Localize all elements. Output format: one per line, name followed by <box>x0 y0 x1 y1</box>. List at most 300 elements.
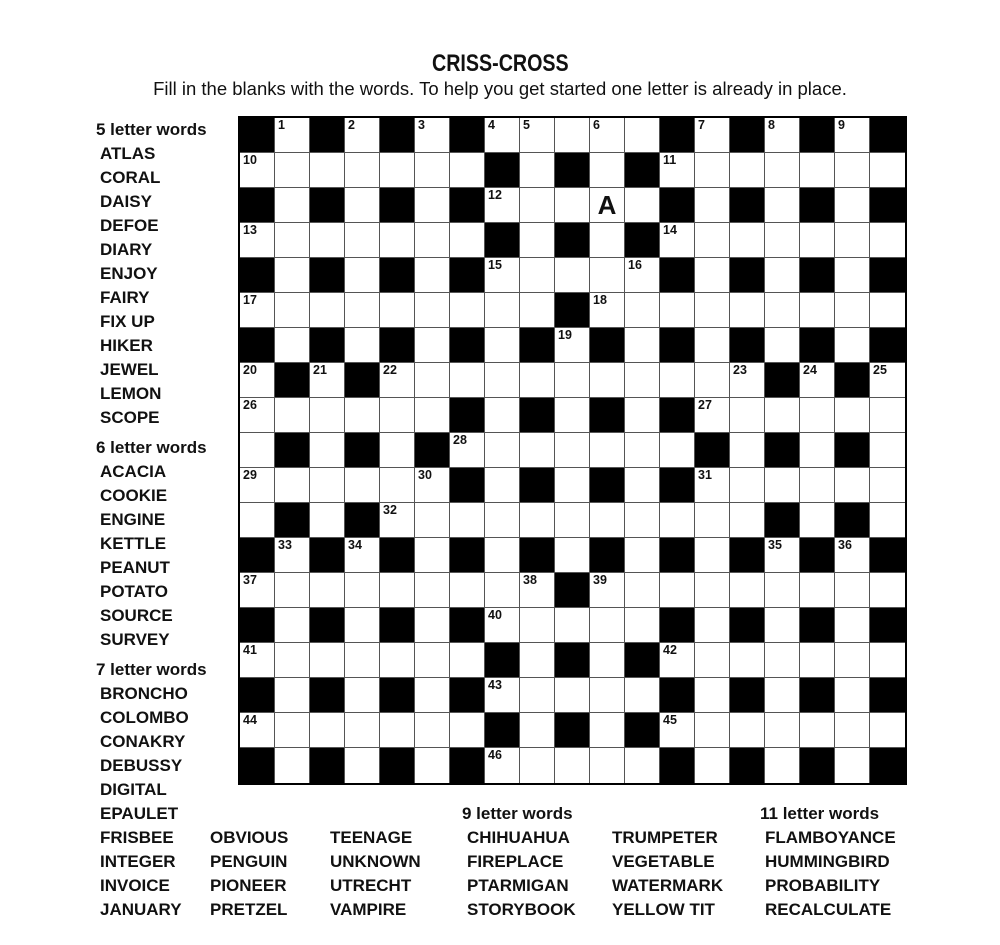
grid-cell[interactable] <box>800 643 835 678</box>
grid-block-cell <box>660 608 695 643</box>
grid-cell[interactable] <box>345 328 380 363</box>
word-item: PRETZEL <box>210 900 288 919</box>
grid-cell[interactable] <box>835 468 870 503</box>
grid-cell[interactable] <box>275 118 310 153</box>
grid-cell[interactable] <box>590 363 625 398</box>
grid-block-cell <box>835 503 870 538</box>
grid-cell[interactable] <box>555 328 590 363</box>
grid-block-cell <box>240 188 275 223</box>
grid-cell[interactable] <box>555 363 590 398</box>
grid-cell[interactable] <box>275 538 310 573</box>
grid-cell[interactable] <box>240 363 275 398</box>
grid-cell[interactable] <box>380 433 415 468</box>
grid-cell[interactable] <box>870 363 905 398</box>
word-item: COOKIE <box>100 486 168 505</box>
grid-cell[interactable] <box>275 713 310 748</box>
clue-number: 27 <box>698 398 712 412</box>
grid-cell[interactable] <box>695 153 730 188</box>
grid-cell[interactable] <box>415 328 450 363</box>
grid-cell[interactable] <box>870 643 905 678</box>
grid-cell[interactable] <box>520 713 555 748</box>
grid-cell[interactable] <box>625 363 660 398</box>
grid-cell[interactable] <box>380 713 415 748</box>
grid-cell[interactable] <box>625 468 660 503</box>
grid-cell[interactable] <box>380 573 415 608</box>
grid-cell[interactable] <box>415 223 450 258</box>
grid-cell[interactable] <box>275 293 310 328</box>
grid-cell[interactable] <box>520 188 555 223</box>
word-item: RECALCULATE <box>765 900 892 919</box>
grid-cell[interactable] <box>345 678 380 713</box>
word-item: ATLAS <box>100 144 156 163</box>
grid-cell[interactable] <box>415 713 450 748</box>
grid-cell[interactable] <box>835 713 870 748</box>
grid-cell[interactable] <box>555 258 590 293</box>
grid-cell[interactable] <box>695 748 730 783</box>
grid-cell[interactable] <box>660 713 695 748</box>
grid-cell[interactable] <box>485 258 520 293</box>
grid-cell[interactable] <box>660 153 695 188</box>
grid-cell[interactable] <box>835 223 870 258</box>
grid-cell[interactable] <box>310 223 345 258</box>
grid-cell[interactable] <box>800 433 835 468</box>
grid-cell[interactable] <box>695 118 730 153</box>
word-item: EPAULET <box>100 804 179 823</box>
grid-cell[interactable] <box>345 748 380 783</box>
grid-block-cell <box>240 118 275 153</box>
grid-cell[interactable] <box>240 468 275 503</box>
grid-cell[interactable] <box>695 573 730 608</box>
grid-cell[interactable] <box>730 223 765 258</box>
grid-cell[interactable] <box>800 468 835 503</box>
grid-cell[interactable] <box>345 538 380 573</box>
grid-cell[interactable] <box>695 258 730 293</box>
grid-cell[interactable] <box>450 643 485 678</box>
grid-cell[interactable] <box>835 538 870 573</box>
grid-cell[interactable] <box>660 223 695 258</box>
word-item: UTRECHT <box>330 876 412 895</box>
grid-cell[interactable] <box>380 468 415 503</box>
grid-cell[interactable] <box>310 293 345 328</box>
grid-cell[interactable] <box>275 153 310 188</box>
grid-cell[interactable] <box>590 748 625 783</box>
grid-cell[interactable] <box>625 328 660 363</box>
word-item: CHIHUAHUA <box>467 828 570 847</box>
grid-cell[interactable] <box>695 223 730 258</box>
grid-cell[interactable] <box>800 153 835 188</box>
grid-cell[interactable] <box>765 293 800 328</box>
grid-cell[interactable] <box>555 188 590 223</box>
grid-cell[interactable] <box>310 398 345 433</box>
grid-cell[interactable] <box>835 678 870 713</box>
grid-cell[interactable] <box>240 503 275 538</box>
grid-block-cell <box>310 608 345 643</box>
grid-cell[interactable] <box>415 363 450 398</box>
grid-cell[interactable] <box>485 398 520 433</box>
grid-cell[interactable] <box>345 258 380 293</box>
grid-cell[interactable] <box>275 608 310 643</box>
grid-block-cell <box>730 678 765 713</box>
grid-cell[interactable] <box>730 468 765 503</box>
grid-cell[interactable] <box>765 573 800 608</box>
grid-cell[interactable] <box>625 678 660 713</box>
grid-cell[interactable] <box>695 538 730 573</box>
grid-cell[interactable] <box>310 153 345 188</box>
grid-cell[interactable] <box>695 713 730 748</box>
grid-cell[interactable] <box>275 748 310 783</box>
grid-cell[interactable] <box>310 433 345 468</box>
grid-cell[interactable] <box>520 118 555 153</box>
grid-cell[interactable] <box>870 713 905 748</box>
grid-cell[interactable] <box>660 573 695 608</box>
grid-block-cell <box>310 678 345 713</box>
word-item: INVOICE <box>100 876 170 895</box>
grid-cell[interactable] <box>485 573 520 608</box>
grid-cell[interactable] <box>835 293 870 328</box>
grid-cell[interactable] <box>765 678 800 713</box>
grid-cell[interactable] <box>275 678 310 713</box>
grid-cell[interactable] <box>625 293 660 328</box>
grid-cell[interactable] <box>730 153 765 188</box>
word-item: PTARMIGAN <box>467 876 569 895</box>
grid-cell[interactable] <box>870 293 905 328</box>
grid-cell[interactable] <box>520 503 555 538</box>
grid-cell[interactable] <box>380 293 415 328</box>
grid-cell[interactable] <box>800 573 835 608</box>
grid-cell[interactable] <box>485 538 520 573</box>
grid-cell[interactable] <box>555 503 590 538</box>
grid-block-cell <box>660 678 695 713</box>
grid-cell[interactable] <box>485 503 520 538</box>
grid-cell[interactable] <box>555 468 590 503</box>
grid-cell[interactable] <box>835 188 870 223</box>
grid-cell[interactable] <box>695 503 730 538</box>
grid-cell[interactable] <box>695 398 730 433</box>
grid-cell[interactable] <box>870 433 905 468</box>
grid-cell[interactable] <box>765 153 800 188</box>
grid-cell[interactable] <box>800 293 835 328</box>
grid-cell[interactable] <box>555 678 590 713</box>
grid-cell[interactable] <box>275 398 310 433</box>
grid-cell[interactable] <box>800 223 835 258</box>
grid-cell[interactable] <box>310 573 345 608</box>
grid-cell[interactable] <box>485 363 520 398</box>
grid-cell[interactable] <box>835 153 870 188</box>
grid-cell[interactable] <box>450 433 485 468</box>
grid-cell[interactable] <box>415 748 450 783</box>
grid-cell[interactable] <box>345 293 380 328</box>
grid-cell[interactable] <box>415 503 450 538</box>
grid-cell[interactable] <box>520 678 555 713</box>
grid-cell[interactable] <box>695 643 730 678</box>
grid-cell[interactable] <box>415 153 450 188</box>
grid-cell[interactable] <box>450 153 485 188</box>
grid-cell[interactable] <box>415 258 450 293</box>
grid-cell[interactable] <box>660 293 695 328</box>
grid-cell[interactable] <box>345 223 380 258</box>
grid-cell[interactable] <box>590 188 625 223</box>
grid-cell[interactable] <box>765 468 800 503</box>
grid-cell[interactable] <box>835 398 870 433</box>
grid-cell[interactable] <box>835 573 870 608</box>
grid-cell[interactable] <box>590 118 625 153</box>
grid-cell[interactable] <box>835 118 870 153</box>
grid-cell[interactable] <box>555 118 590 153</box>
grid-cell[interactable] <box>485 118 520 153</box>
grid-cell[interactable] <box>590 223 625 258</box>
grid-cell[interactable] <box>730 503 765 538</box>
grid-cell[interactable] <box>695 678 730 713</box>
grid-cell[interactable] <box>240 153 275 188</box>
grid-cell[interactable] <box>835 258 870 293</box>
grid-cell[interactable] <box>765 713 800 748</box>
grid-cell[interactable] <box>730 433 765 468</box>
grid-cell[interactable] <box>450 363 485 398</box>
grid-cell[interactable] <box>765 538 800 573</box>
grid-cell[interactable] <box>380 503 415 538</box>
grid-cell[interactable] <box>275 258 310 293</box>
word-item: PENGUIN <box>210 852 288 871</box>
grid-cell[interactable] <box>870 223 905 258</box>
grid-cell[interactable] <box>275 223 310 258</box>
grid-cell[interactable] <box>485 328 520 363</box>
grid-cell[interactable] <box>625 503 660 538</box>
grid-cell[interactable] <box>695 328 730 363</box>
grid-cell[interactable] <box>730 573 765 608</box>
grid-cell[interactable] <box>800 398 835 433</box>
grid-cell[interactable] <box>345 398 380 433</box>
grid-cell[interactable] <box>415 643 450 678</box>
grid-cell[interactable] <box>695 468 730 503</box>
grid-cell[interactable] <box>590 573 625 608</box>
clue-number: 17 <box>243 293 257 307</box>
grid-cell[interactable] <box>625 398 660 433</box>
grid-cell[interactable] <box>415 188 450 223</box>
grid-cell[interactable] <box>555 748 590 783</box>
grid-cell[interactable] <box>240 223 275 258</box>
grid-cell[interactable] <box>380 223 415 258</box>
grid-cell[interactable] <box>415 293 450 328</box>
grid-cell[interactable] <box>520 258 555 293</box>
grid-cell[interactable] <box>345 573 380 608</box>
grid-cell[interactable] <box>275 573 310 608</box>
word-item: DAISY <box>100 192 152 211</box>
grid-cell[interactable] <box>345 713 380 748</box>
grid-cell[interactable] <box>625 538 660 573</box>
clue-number: 15 <box>488 258 502 272</box>
grid-cell[interactable] <box>485 293 520 328</box>
grid-cell[interactable] <box>415 678 450 713</box>
grid-cell[interactable] <box>625 258 660 293</box>
grid-cell[interactable] <box>765 398 800 433</box>
grid-block-cell <box>380 538 415 573</box>
grid-cell[interactable] <box>625 573 660 608</box>
grid-block-cell <box>275 503 310 538</box>
clue-number: 39 <box>593 573 607 587</box>
grid-cell[interactable] <box>450 573 485 608</box>
clue-number: 44 <box>243 713 257 727</box>
grid-cell[interactable] <box>345 468 380 503</box>
grid-cell[interactable] <box>660 643 695 678</box>
grid-cell[interactable] <box>520 643 555 678</box>
grid-cell[interactable] <box>380 643 415 678</box>
grid-cell[interactable] <box>380 153 415 188</box>
grid-cell[interactable] <box>450 713 485 748</box>
grid-cell[interactable] <box>870 503 905 538</box>
grid-cell[interactable] <box>450 293 485 328</box>
grid-block-cell <box>870 608 905 643</box>
grid-cell[interactable] <box>520 363 555 398</box>
grid-cell[interactable] <box>730 643 765 678</box>
grid-cell[interactable] <box>485 468 520 503</box>
grid-cell[interactable] <box>555 398 590 433</box>
grid-cell[interactable] <box>415 538 450 573</box>
grid-cell[interactable] <box>765 328 800 363</box>
grid-cell[interactable] <box>240 398 275 433</box>
grid-cell[interactable] <box>590 503 625 538</box>
grid-cell[interactable] <box>695 188 730 223</box>
grid-cell[interactable] <box>765 643 800 678</box>
grid-cell[interactable] <box>415 398 450 433</box>
grid-cell[interactable] <box>765 608 800 643</box>
grid-cell[interactable] <box>555 608 590 643</box>
grid-cell[interactable] <box>730 293 765 328</box>
grid-cell[interactable] <box>590 608 625 643</box>
grid-cell[interactable] <box>485 188 520 223</box>
grid-block-cell <box>485 643 520 678</box>
grid-cell[interactable] <box>870 153 905 188</box>
grid-cell[interactable] <box>485 608 520 643</box>
grid-cell[interactable] <box>310 503 345 538</box>
grid-cell[interactable] <box>520 748 555 783</box>
grid-cell[interactable] <box>765 223 800 258</box>
clue-number: 11 <box>663 153 677 167</box>
grid-cell[interactable] <box>730 713 765 748</box>
grid-cell[interactable] <box>765 188 800 223</box>
clue-number: 35 <box>768 538 782 552</box>
grid-block-cell <box>660 538 695 573</box>
grid-cell[interactable] <box>765 258 800 293</box>
grid-cell[interactable] <box>695 608 730 643</box>
grid-cell[interactable] <box>765 748 800 783</box>
grid-cell[interactable] <box>275 328 310 363</box>
grid-cell[interactable] <box>555 433 590 468</box>
grid-cell[interactable] <box>415 118 450 153</box>
grid-cell[interactable] <box>590 153 625 188</box>
grid-cell[interactable] <box>590 293 625 328</box>
grid-cell[interactable] <box>240 573 275 608</box>
grid-block-cell <box>800 608 835 643</box>
grid-cell[interactable] <box>310 363 345 398</box>
grid-cell[interactable] <box>345 643 380 678</box>
grid-cell[interactable] <box>275 188 310 223</box>
grid-cell[interactable] <box>625 118 660 153</box>
grid-block-cell <box>555 713 590 748</box>
grid-cell[interactable] <box>520 153 555 188</box>
grid-cell[interactable] <box>485 748 520 783</box>
grid-cell[interactable] <box>240 433 275 468</box>
grid-cell[interactable] <box>835 328 870 363</box>
grid-cell[interactable] <box>555 538 590 573</box>
grid-cell[interactable] <box>835 748 870 783</box>
grid-cell[interactable] <box>450 503 485 538</box>
grid-cell[interactable] <box>310 643 345 678</box>
word-group-heading <box>612 802 723 826</box>
grid-cell[interactable] <box>415 468 450 503</box>
grid-cell[interactable] <box>380 398 415 433</box>
grid-cell[interactable] <box>625 188 660 223</box>
grid-cell[interactable] <box>590 713 625 748</box>
grid-block-cell <box>450 258 485 293</box>
grid-cell[interactable] <box>625 433 660 468</box>
grid-cell[interactable] <box>380 363 415 398</box>
grid-cell[interactable] <box>345 118 380 153</box>
grid-cell[interactable] <box>800 363 835 398</box>
grid-cell[interactable] <box>625 608 660 643</box>
grid-cell[interactable] <box>765 118 800 153</box>
grid-cell[interactable] <box>800 503 835 538</box>
grid-cell[interactable] <box>520 433 555 468</box>
grid-cell[interactable] <box>520 573 555 608</box>
grid-cell[interactable] <box>275 643 310 678</box>
grid-cell[interactable] <box>870 468 905 503</box>
word-item: DIGITAL <box>100 780 167 799</box>
grid-cell[interactable] <box>660 363 695 398</box>
clue-number: 46 <box>488 748 502 762</box>
grid-cell[interactable] <box>520 608 555 643</box>
grid-cell[interactable] <box>345 608 380 643</box>
grid-cell[interactable] <box>485 678 520 713</box>
grid-cell[interactable] <box>415 573 450 608</box>
grid-cell[interactable] <box>520 293 555 328</box>
grid-cell[interactable] <box>695 293 730 328</box>
grid-cell[interactable] <box>660 433 695 468</box>
grid-cell[interactable] <box>485 433 520 468</box>
grid-cell[interactable] <box>730 363 765 398</box>
grid-cell[interactable] <box>310 468 345 503</box>
grid-cell[interactable] <box>835 608 870 643</box>
grid-cell[interactable] <box>835 643 870 678</box>
grid-cell[interactable] <box>240 643 275 678</box>
word-group-heading: 9 letter words <box>462 804 573 823</box>
grid-cell[interactable] <box>345 153 380 188</box>
grid-block-cell <box>415 433 450 468</box>
word-item: PEANUT <box>100 558 170 577</box>
grid-cell[interactable] <box>450 223 485 258</box>
grid-cell[interactable] <box>520 223 555 258</box>
grid-cell[interactable] <box>275 468 310 503</box>
grid-block-cell <box>450 748 485 783</box>
grid-cell[interactable] <box>870 573 905 608</box>
grid-cell[interactable] <box>310 713 345 748</box>
grid-cell[interactable] <box>730 398 765 433</box>
grid-cell[interactable] <box>240 293 275 328</box>
grid-block-cell <box>555 643 590 678</box>
grid-cell[interactable] <box>695 363 730 398</box>
grid-cell[interactable] <box>345 188 380 223</box>
grid-cell[interactable] <box>870 398 905 433</box>
grid-cell[interactable] <box>800 713 835 748</box>
grid-cell[interactable] <box>625 748 660 783</box>
grid-cell[interactable] <box>415 608 450 643</box>
grid-cell[interactable] <box>660 503 695 538</box>
grid-cell[interactable] <box>590 678 625 713</box>
grid-cell[interactable] <box>590 433 625 468</box>
grid-cell[interactable] <box>590 258 625 293</box>
grid-cell[interactable] <box>240 713 275 748</box>
word-item: ENJOY <box>100 264 158 283</box>
grid-cell[interactable] <box>590 643 625 678</box>
